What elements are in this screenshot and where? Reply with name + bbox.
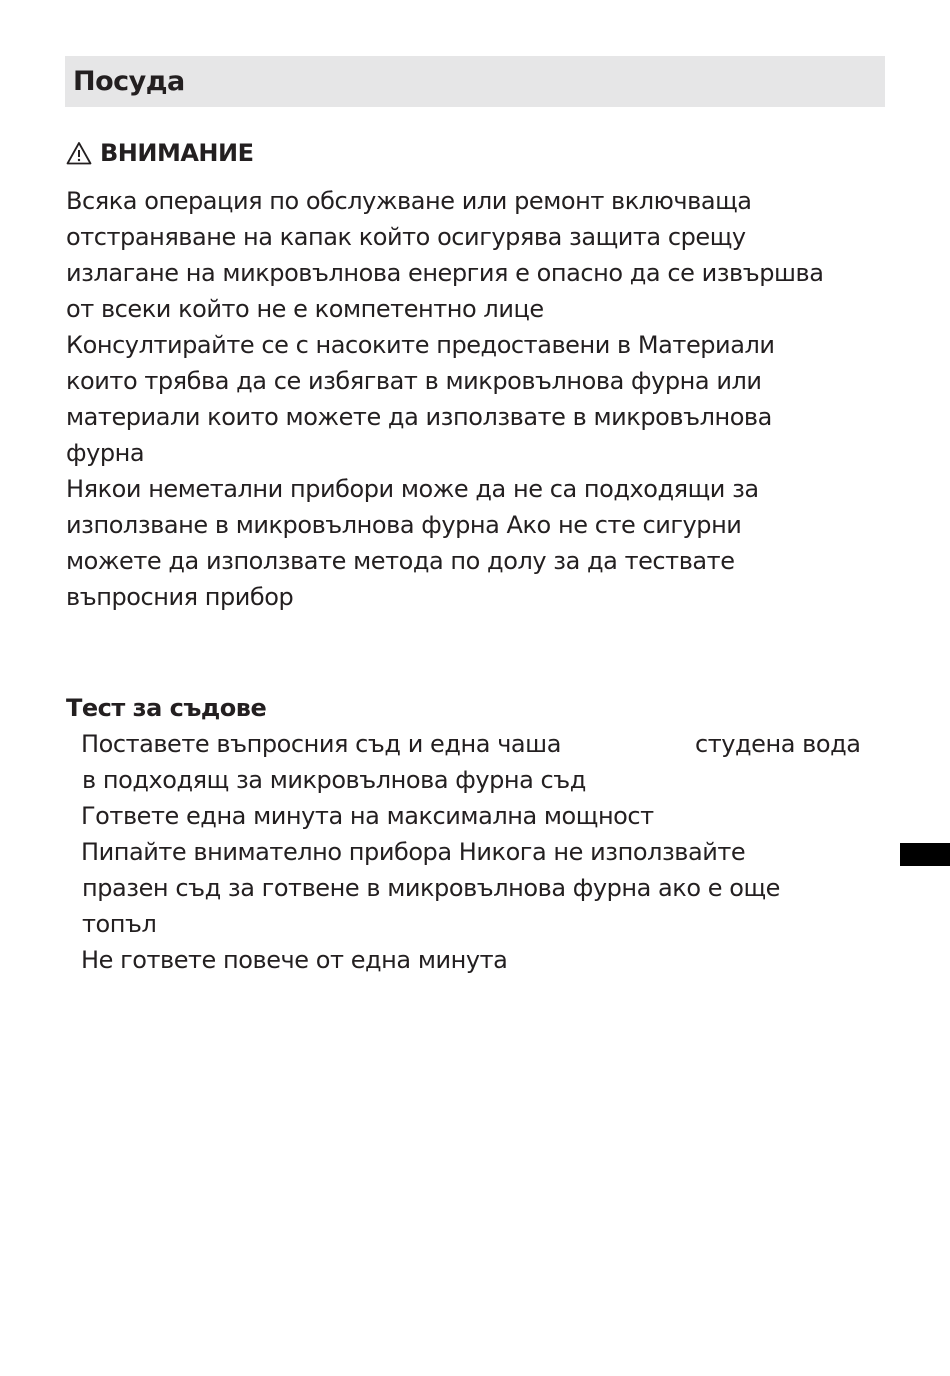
test-text-line: Пипайте внимателно прибора Никога не използвайте bbox=[81, 838, 746, 866]
warning-text-line: материали които можете да използвате в микровълнова bbox=[66, 403, 772, 431]
warning-text-line: отстраняване на капак който осигурява защита срещу bbox=[66, 223, 746, 251]
section-header bbox=[65, 56, 885, 107]
test-text-line: празен съд за готвене в микровълнова фурна ако е още bbox=[82, 874, 780, 902]
warning-triangle-icon bbox=[66, 141, 92, 165]
warning-text-line: използване в микровълнова фурна Ако не сте сигурни bbox=[66, 511, 742, 539]
test-text-line: топъл bbox=[82, 910, 157, 938]
test-text-line: Поставете въпросния съд и една чаша bbox=[81, 730, 561, 758]
warning-text-line: Всяка операция по обслужване или ремонт включваща bbox=[66, 187, 752, 215]
section-title: Посуда bbox=[73, 66, 185, 97]
warning-heading bbox=[66, 136, 254, 170]
warning-text-line: излагане на микровълнова енергия е опасно да се извършва bbox=[66, 259, 824, 287]
test-text-line: Гответе една минута на максимална мощност bbox=[81, 802, 654, 830]
warning-text-line: въпросния прибор bbox=[66, 583, 294, 611]
test-text-fragment: студена вода bbox=[695, 730, 861, 758]
test-text-line: Не гответе повече от една минута bbox=[81, 946, 508, 974]
test-heading: Тест за съдове bbox=[66, 694, 267, 722]
test-text-line: в подходящ за микровълнова фурна съд bbox=[82, 766, 586, 794]
warning-label: ВНИМАНИЕ bbox=[100, 139, 254, 167]
warning-text-line: от всеки който не е компетентно лице bbox=[66, 295, 544, 323]
warning-text-line: можете да използвате метода по долу за да тествате bbox=[66, 547, 735, 575]
warning-text-line: фурна bbox=[66, 439, 145, 467]
warning-text-line: Консултирайте се с насоките предоставени в Материали bbox=[66, 331, 775, 359]
language-edge-tab bbox=[900, 843, 950, 866]
warning-text-line: които трябва да се избягват в микровълнова фурна или bbox=[66, 367, 762, 395]
warning-text-line: Някои неметални прибори може да не са подходящи за bbox=[66, 475, 759, 503]
